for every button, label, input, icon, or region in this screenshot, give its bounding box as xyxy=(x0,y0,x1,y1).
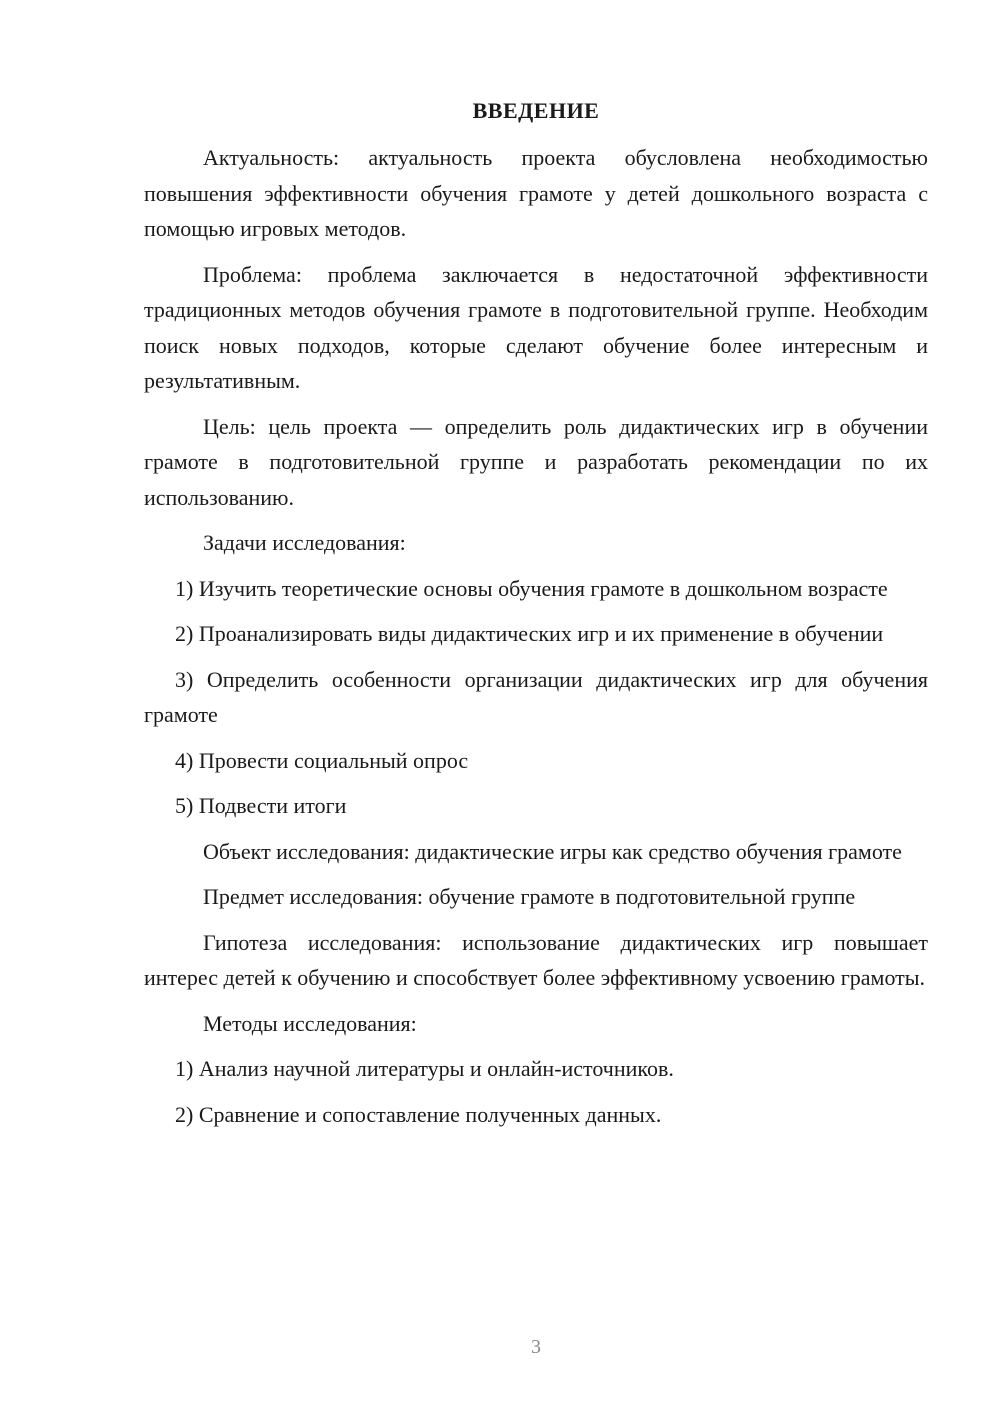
paragraph-object: Объект исследования: дидактические игры как средство обучения грамоте xyxy=(203,838,902,864)
method-item-1: 1) Анализ научной литературы и онлайн-источников. xyxy=(175,1056,674,1081)
task-item-3: 3) Определить особенности организации дидактических игр для обучения грамоте xyxy=(144,666,928,727)
document-body xyxy=(144,140,928,1132)
task-item-5: 5) Подвести итоги xyxy=(175,793,347,818)
paragraph-goal: Цель: цель проекта — определить роль дидактических игр в обучении грамоте в подготовительной группе и разработать рекомендации по их использованию. xyxy=(144,413,928,510)
section-title: ВВЕДЕНИЕ xyxy=(472,98,600,123)
method-item-2: 2) Сравнение и сопоставление полученных данных. xyxy=(175,1101,662,1127)
paragraph-methods-heading: Методы исследования: xyxy=(203,1010,417,1036)
paragraph-subject: Предмет исследования: обучение грамоте в подготовительной группе xyxy=(203,884,856,909)
page-number: 3 xyxy=(531,1336,541,1358)
task-item-2: 2) Проанализировать виды дидактических игр и их применение в обучении xyxy=(175,621,884,646)
paragraph-hypothesis: Гипотеза исследования: использование дидактических игр повышает интерес детей к обучению и способствует более эффективному усвоению грамоты. xyxy=(144,929,928,990)
paragraph-tasks-heading: Задачи исследования: xyxy=(203,530,406,555)
paragraph-relevance: Актуальность: актуальность проекта обусловлена необходимостью повышения эффективности обучения грамоте у детей дошкольного возраста с помощью игровых методов. xyxy=(144,145,928,241)
paragraph-problem: Проблема: проблема заключается в недостаточной эффективности традиционных методов обучения грамоте в подготовительной группе. Необходим поиск новых подходов, которые сделают обучение более интересным и результативным. xyxy=(144,261,928,393)
task-item-1: 1) Изучить теоретические основы обучения грамоте в дошкольном возрасте xyxy=(175,575,888,601)
task-item-4: 4) Провести социальный опрос xyxy=(175,747,469,773)
